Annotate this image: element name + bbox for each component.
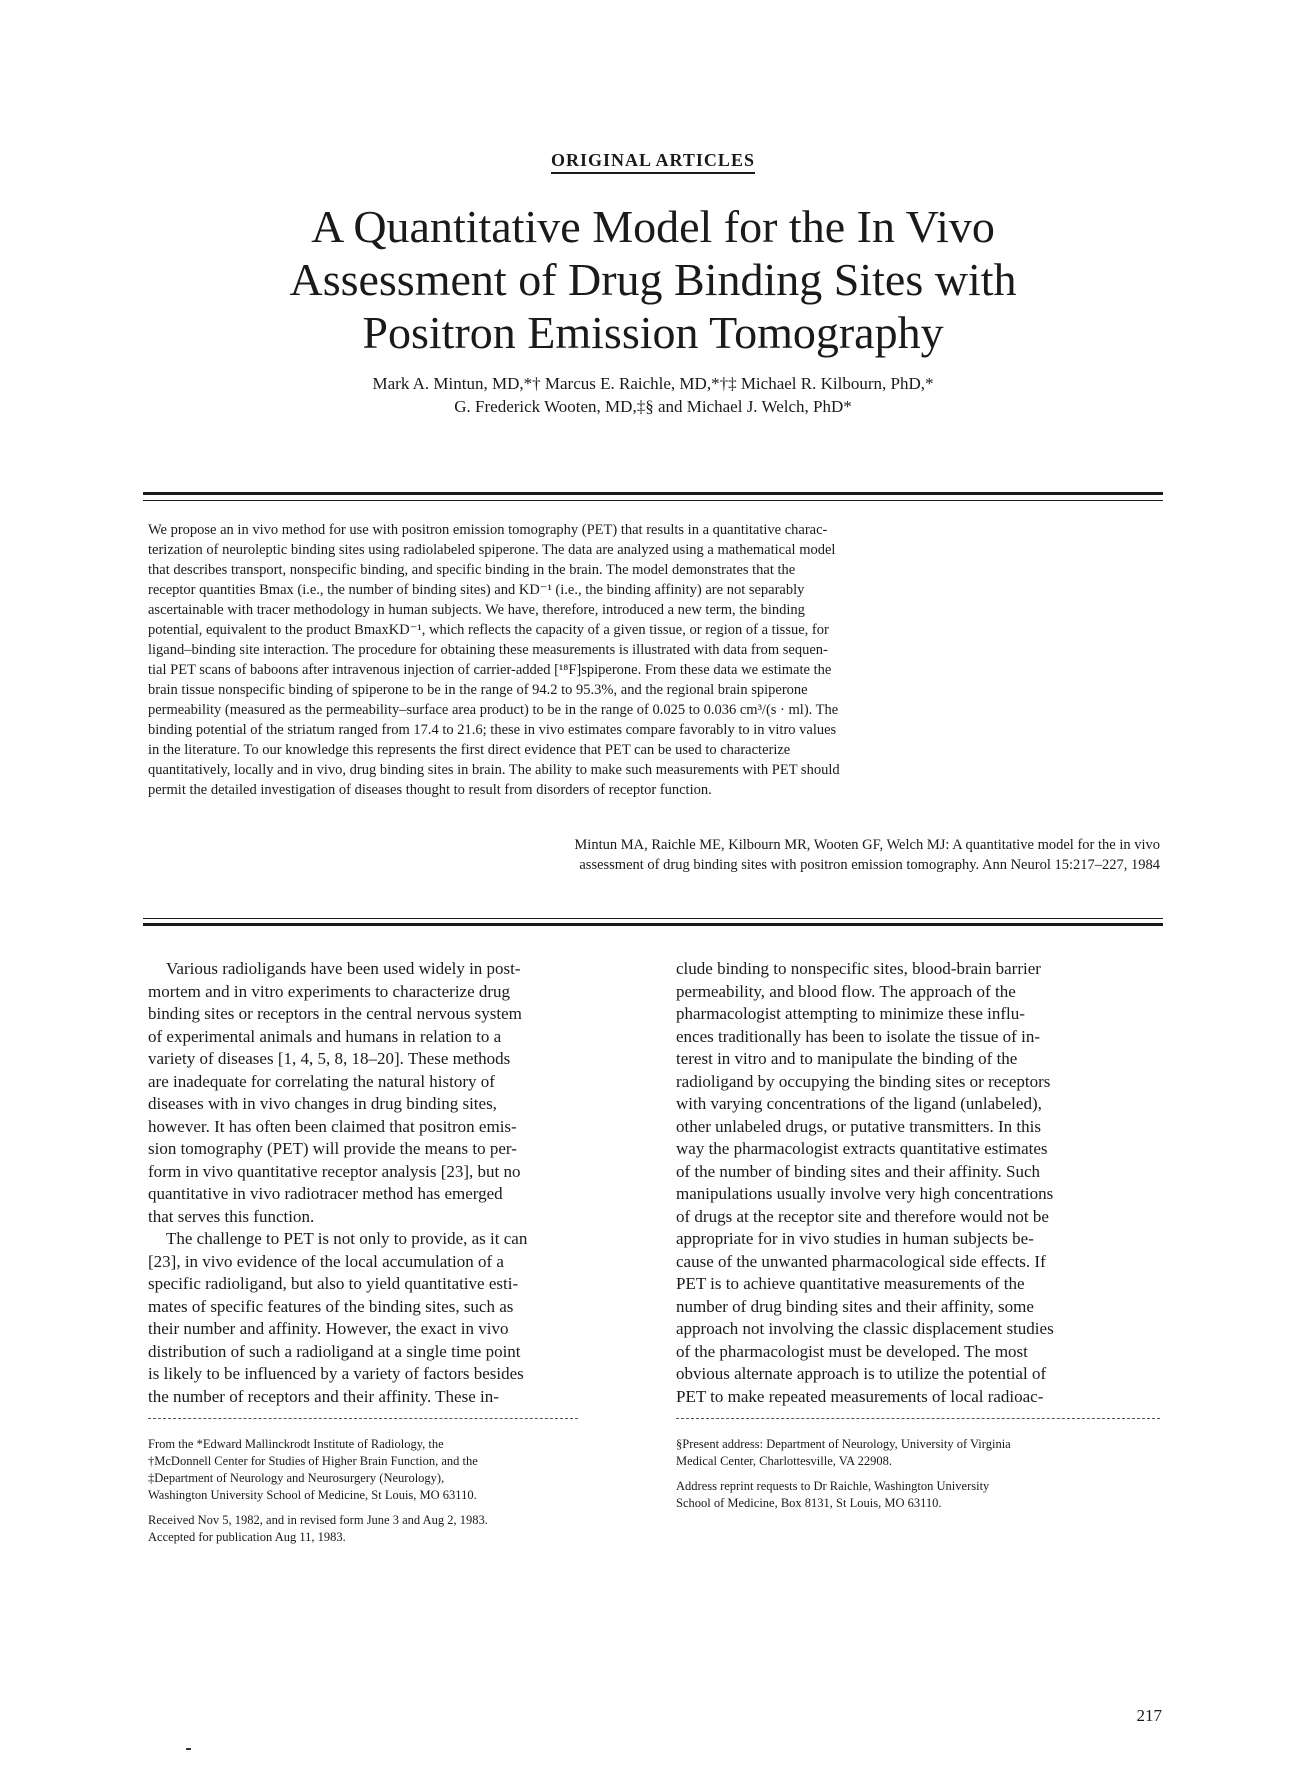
abstract-line: ascertainable with tracer methodology in human subjects. We have, therefore, introduced a new term, the binding (148, 602, 805, 618)
footnote-gap (148, 1504, 632, 1512)
citation (148, 835, 1160, 875)
footnotes-left (148, 1436, 632, 1546)
abstract-bottom-rule (143, 923, 1163, 926)
abstract-line: terization of neuroleptic binding sites using radiolabeled spiperone. The data are analyzed using a mathematical model (148, 542, 836, 558)
body-line: clude binding to nonspecific sites, blood-brain barrier (676, 959, 1041, 978)
reprint-line: School of Medicine, Box 8131, St Louis, MO 63110. (676, 1496, 942, 1510)
body-line: radioligand by occupying the binding sites or receptors (676, 1071, 1051, 1091)
abstract-line: in the literature. To our knowledge this represents the first direct evidence that PET can be used to characterize (148, 742, 791, 758)
body-line: variety of diseases [1, 4, 5, 8, 18–20]. These methods (148, 1049, 511, 1068)
body-line: mates of specific features of the binding sites, such as (148, 1296, 514, 1316)
body-line: diseases with in vivo changes in drug binding sites, (148, 1094, 497, 1113)
body-line: however. It has often been claimed that positron emis- (148, 1116, 517, 1136)
body-line: distribution of such a radioligand at a single time point (148, 1341, 521, 1361)
author-list (150, 372, 1156, 418)
present-address-line: §Present address: Department of Neurology, University of Virginia (676, 1437, 1011, 1451)
body-line: Various radioligands have been used widely in post- (166, 959, 521, 978)
body-line: of the number of binding sites and their affinity. Such (676, 1161, 1041, 1181)
dates-line: Accepted for publication Aug 11, 1983. (148, 1530, 346, 1544)
body-line: quantitative in vivo radiotracer method has emerged (148, 1184, 503, 1203)
abstract-top-rule (143, 492, 1163, 495)
body-line: pharmacologist attempting to minimize these influ- (676, 1004, 1025, 1023)
body-line: their number and affinity. However, the exact in vivo (148, 1319, 509, 1338)
body-line: PET to make repeated measurements of local radioac- (676, 1386, 1044, 1406)
abstract-bottom-rule-thin (143, 918, 1163, 919)
body-line: PET is to achieve quantitative measurements of the (676, 1274, 1025, 1293)
body-line: The challenge to PET is not only to provide, as it can (166, 1229, 528, 1248)
body-line: way the pharmacologist extracts quantitative estimates (676, 1139, 1048, 1158)
body-line: other unlabeled drugs, or putative transmitters. In this (676, 1116, 1041, 1136)
page-number: 217 (1136, 1706, 1162, 1725)
body-line: [23], in vivo evidence of the local accumulation of a (148, 1251, 504, 1271)
body-column-right (676, 958, 1156, 1408)
affiliation-line: From the *Edward Mallinckrodt Institute of Radiology, the (148, 1437, 444, 1451)
body-line: cause of the unwanted pharmacological side effects. If (676, 1251, 1046, 1271)
abstract-line: ligand–binding site interaction. The procedure for obtaining these measurements is illustrated with data from sequen- (148, 642, 828, 658)
body-line: number of drug binding sites and their affinity, some (676, 1296, 1034, 1316)
abstract-line: receptor quantities Bmax (i.e., the number of binding sites) and KD⁻¹ (i.e., the binding affinity) are not separably (148, 582, 805, 598)
present-address-line: Medical Center, Charlottesville, VA 22908. (676, 1454, 893, 1468)
body-line: obvious alternate approach is to utilize the potential of (676, 1364, 1047, 1383)
abstract-line: permeability (measured as the permeability–surface area product) to be in the range of 0.025 to 0.036 cm³/(s · ml). The (148, 702, 839, 718)
scan-speck (186, 1748, 191, 1750)
body-column-left (148, 958, 628, 1408)
body-line: is likely to be influenced by a variety of factors besides (148, 1364, 524, 1383)
abstract (148, 520, 1160, 800)
body-line: binding sites or receptors in the central nervous system (148, 1004, 522, 1023)
abstract-top-rule-thin (143, 500, 1163, 501)
author-line: Mark A. Mintun, MD,*† Marcus E. Raichle, MD,*†‡ Michael R. Kilbourn, PhD,* (372, 374, 934, 393)
abstract-line: permit the detailed investigation of diseases thought to result from disorders of receptor function. (148, 782, 712, 798)
article-title (153, 200, 1153, 359)
affiliation-line: ‡Department of Neurology and Neurosurgery (Neurology), (148, 1471, 445, 1485)
title-line: A Quantitative Model for the In Vivo (311, 201, 995, 252)
reprint-line: Address reprint requests to Dr Raichle, Washington University (676, 1479, 990, 1493)
abstract-line: tial PET scans of baboons after intravenous injection of carrier-added [¹⁸F]spiperone. From these data we estimate the (148, 662, 832, 678)
body-line: the number of receptors and their affinity. These in- (148, 1386, 499, 1406)
body-line: permeability, and blood flow. The approach of the (676, 981, 1016, 1001)
abstract-line: quantitatively, locally and in vivo, drug binding sites in brain. The ability to make such measurements with PET should (148, 762, 840, 778)
title-line: Positron Emission Tomography (362, 307, 944, 358)
citation-line: assessment of drug binding sites with positron emission tomography. Ann Neurol 15:217–227, 1984 (579, 857, 1160, 873)
abstract-line: potential, equivalent to the product BmaxKD⁻¹, which reflects the capacity of a given tissue, or region of a tissue, for (148, 622, 829, 638)
body-line: specific radioligand, but also to yield quantitative esti- (148, 1274, 519, 1293)
body-line: mortem and in vitro experiments to characterize drug (148, 981, 511, 1001)
body-line: of experimental animals and humans in relation to a (148, 1026, 502, 1046)
footnote-rule-right (676, 1418, 1160, 1419)
abstract-line: brain tissue nonspecific binding of spiperone to be in the range of 94.2 to 95.3%, and the regional brain spiperone (148, 682, 808, 698)
footnote-gap (676, 1470, 1160, 1478)
footnotes-right (676, 1436, 1160, 1512)
body-line: with varying concentrations of the ligand (unlabeled), (676, 1094, 1042, 1113)
dates-line: Received Nov 5, 1982, and in revised form June 3 and Aug 2, 1983. (148, 1513, 488, 1527)
body-line: that serves this function. (148, 1206, 315, 1226)
affiliation-line: †McDonnell Center for Studies of Higher Brain Function, and the (148, 1454, 478, 1468)
abstract-line: that describes transport, nonspecific binding, and specific binding in the brain. The model demonstrates that the (148, 562, 796, 578)
affiliation-line: Washington University School of Medicine, St Louis, MO 63110. (148, 1488, 477, 1502)
body-line: approach not involving the classic displacement studies (676, 1319, 1054, 1338)
body-line: form in vivo quantitative receptor analysis [23], but no (148, 1161, 521, 1181)
body-line: manipulations usually involve very high concentrations (676, 1184, 1054, 1203)
body-line: appropriate for in vivo studies in human subjects be- (676, 1229, 1034, 1248)
body-line: terest in vitro and to manipulate the binding of the (676, 1049, 1018, 1068)
section-heading (0, 150, 1306, 171)
footnote-rule-left (148, 1418, 578, 1419)
title-line: Assessment of Drug Binding Sites with (289, 254, 1017, 305)
body-line: are inadequate for correlating the natural history of (148, 1071, 495, 1091)
section-heading-text: ORIGINAL ARTICLES (551, 150, 755, 174)
citation-line: Mintun MA, Raichle ME, Kilbourn MR, Wooten GF, Welch MJ: A quantitative model for the in vivo (574, 837, 1160, 853)
body-line: of drugs at the receptor site and therefore would not be (676, 1206, 1049, 1226)
body-line: of the pharmacologist must be developed. The most (676, 1341, 1028, 1361)
abstract-line: binding potential of the striatum ranged from 17.4 to 21.6; these in vivo estimates compare favorably to in vitro values (148, 722, 837, 738)
author-line: G. Frederick Wooten, MD,‡§ and Michael J. Welch, PhD* (454, 397, 852, 416)
body-line: ences traditionally has been to isolate the tissue of in- (676, 1026, 1040, 1046)
abstract-line: We propose an in vivo method for use with positron emission tomography (PET) that results in a quantitative charac- (148, 522, 828, 538)
body-line: sion tomography (PET) will provide the means to per- (148, 1139, 517, 1158)
